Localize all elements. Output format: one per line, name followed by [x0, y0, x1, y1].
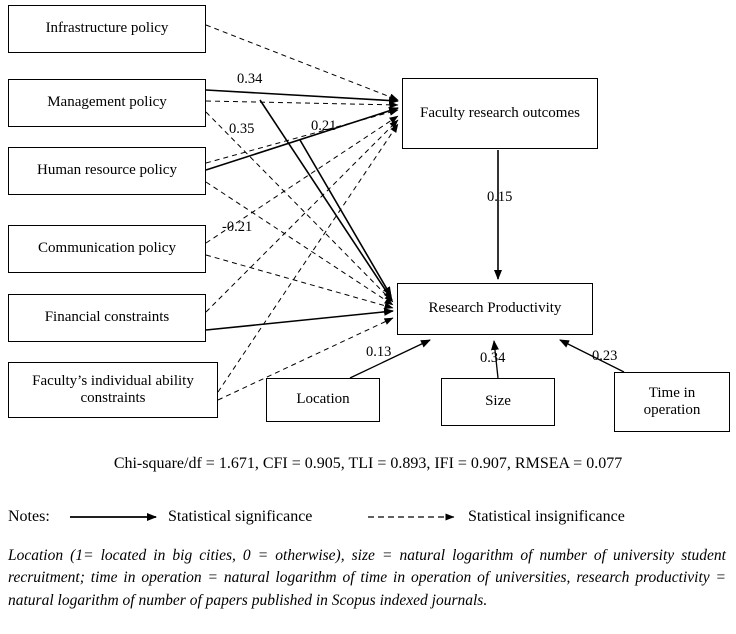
node-label: Human resource policy — [37, 162, 177, 179]
node-label: Infrastructure policy — [45, 20, 169, 37]
edge-label-coefficient: 0.23 — [592, 348, 618, 364]
node-financial-constraints[interactable] — [8, 294, 206, 342]
edge-label-coefficient: 0.34 — [480, 350, 506, 366]
node-label: Faculty’s individual ability constraints — [32, 372, 194, 406]
node-infrastructure-policy[interactable] — [8, 5, 206, 53]
node-size[interactable] — [441, 378, 555, 426]
node-label: Communication policy — [38, 240, 176, 257]
node-management-policy[interactable] — [8, 79, 206, 127]
notes-label: Notes: — [8, 508, 50, 525]
edge-label-coefficient: 0.35 — [229, 121, 255, 137]
node-label: Financial constraints — [44, 309, 170, 326]
edge-label-coefficient: -0.21 — [222, 219, 253, 235]
legend-dashed-meaning: Statistical insignificance — [468, 508, 625, 525]
edge-label-coefficient: 0.13 — [366, 344, 392, 360]
footnote-text: Location (1= located in big cities, 0 = otherwise), size = natural logarithm of number of university student recruitment; time in operation = natural logarithm of time in operation of universities, research productivity = natural logarithm of number of papers published in Scopus indexed journals. — [8, 547, 726, 609]
node-faculty-ability-constraints[interactable] — [8, 362, 218, 418]
node-label: Faculty research outcomes — [420, 104, 580, 121]
node-label: Management policy — [47, 94, 167, 111]
node-faculty-research-outcomes[interactable] — [402, 78, 598, 149]
node-communication-policy[interactable] — [8, 225, 206, 273]
legend-row — [8, 505, 728, 531]
node-label: Time in operation — [643, 384, 701, 418]
fit-statistics: Chi-square/df = 1.671, CFI = 0.905, TLI = 0.893, IFI = 0.907, RMSEA = 0.077 — [113, 455, 623, 472]
node-time-in-operation[interactable] — [614, 372, 730, 432]
legend-solid-meaning: Statistical significance — [168, 508, 313, 525]
node-label: Research Productivity — [428, 300, 562, 317]
node-human-resource-policy[interactable] — [8, 147, 206, 195]
node-research-productivity[interactable] — [397, 283, 593, 335]
edge-label-coefficient: 0.15 — [487, 189, 513, 205]
edge-label-coefficient: 0.21 — [311, 118, 337, 134]
node-label: Size — [485, 393, 511, 410]
edge-label-coefficient: 0.34 — [237, 71, 263, 87]
node-label: Location — [296, 391, 350, 408]
node-location[interactable] — [266, 378, 380, 422]
